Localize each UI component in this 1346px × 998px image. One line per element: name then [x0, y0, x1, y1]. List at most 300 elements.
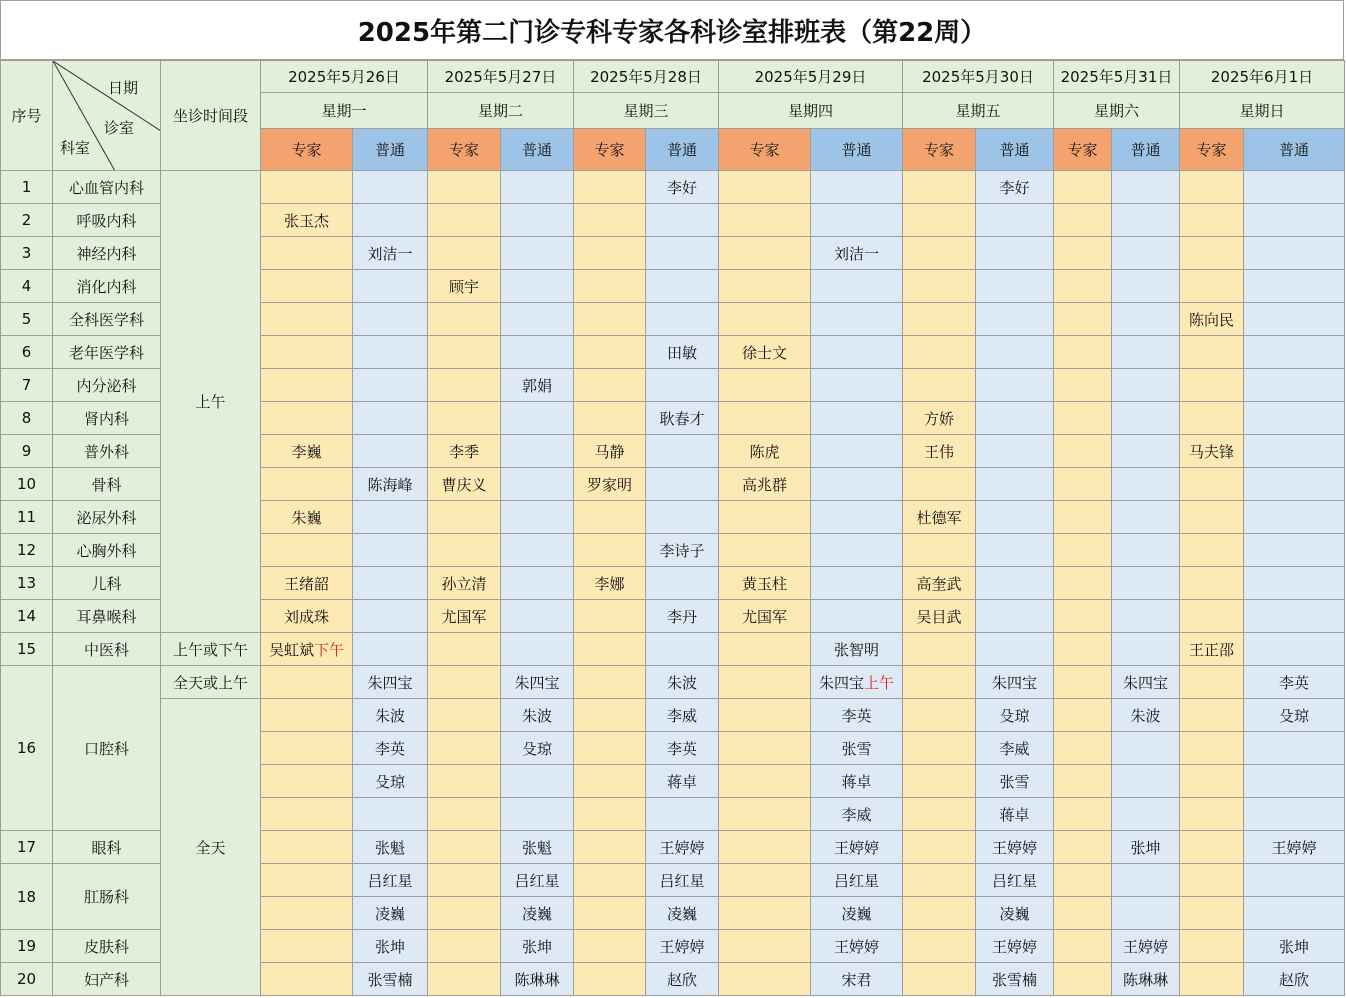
date-cell: 2025年6月1日	[1180, 61, 1345, 93]
expert-schedule-cell	[574, 699, 646, 732]
general-schedule-cell	[976, 336, 1054, 369]
general-schedule-cell: 凌巍	[353, 897, 428, 930]
general-schedule-cell	[976, 237, 1054, 270]
general-schedule-cell	[1244, 303, 1345, 336]
expert-schedule-cell: 高奎武	[903, 567, 976, 600]
general-schedule-cell: 凌巍	[976, 897, 1054, 930]
general-schedule-cell	[353, 402, 428, 435]
expert-schedule-cell	[1054, 864, 1112, 897]
general-schedule-cell	[1244, 237, 1345, 270]
time-note: 下午	[314, 640, 345, 659]
general-schedule-cell	[353, 171, 428, 204]
expert-schedule-cell	[1180, 402, 1244, 435]
expert-schedule-cell	[261, 171, 353, 204]
expert-schedule-cell	[1054, 237, 1112, 270]
general-schedule-cell	[1244, 732, 1345, 765]
general-schedule-cell	[1244, 270, 1345, 303]
department-name: 普外科	[53, 435, 161, 468]
department-name: 皮肤科	[53, 930, 161, 963]
general-schedule-cell: 李威	[976, 732, 1054, 765]
expert-schedule-cell	[574, 732, 646, 765]
general-column-header: 普通	[1112, 129, 1180, 171]
general-schedule-cell	[811, 369, 903, 402]
expert-schedule-cell: 方娇	[903, 402, 976, 435]
corner-dept-label: 科室	[60, 139, 91, 157]
expert-schedule-cell	[261, 897, 353, 930]
general-schedule-cell	[501, 435, 574, 468]
expert-schedule-cell	[1180, 963, 1244, 996]
general-schedule-cell: 刘洁一	[811, 237, 903, 270]
general-schedule-cell: 张魁	[353, 831, 428, 864]
expert-schedule-cell: 陈虎	[719, 435, 811, 468]
expert-schedule-cell	[428, 402, 501, 435]
general-schedule-cell	[1244, 336, 1345, 369]
expert-schedule-cell	[574, 171, 646, 204]
expert-schedule-cell: 朱巍	[261, 501, 353, 534]
expert-column-header: 专家	[574, 129, 646, 171]
expert-schedule-cell	[261, 699, 353, 732]
expert-schedule-cell	[1054, 600, 1112, 633]
general-schedule-cell	[501, 402, 574, 435]
general-schedule-cell: 张魁	[501, 831, 574, 864]
expert-schedule-cell	[574, 369, 646, 402]
row-seq: 20	[1, 963, 53, 996]
general-schedule-cell: 郭娟	[501, 369, 574, 402]
expert-schedule-cell	[903, 171, 976, 204]
general-schedule-cell: 王婷婷	[1112, 930, 1180, 963]
table-row	[1, 633, 1345, 666]
corner-room-label: 诊室	[104, 119, 135, 137]
general-schedule-cell	[501, 633, 574, 666]
general-schedule-cell	[353, 303, 428, 336]
general-schedule-cell: 王婷婷	[811, 930, 903, 963]
expert-column-header: 专家	[1054, 129, 1112, 171]
department-name: 神经内科	[53, 237, 161, 270]
department-name: 眼科	[53, 831, 161, 864]
general-schedule-cell	[1244, 798, 1345, 831]
general-schedule-cell	[976, 204, 1054, 237]
expert-schedule-cell	[1054, 567, 1112, 600]
schedule-title: 2025年第二门诊专科专家各科诊室排班表（第22周）	[0, 0, 1344, 60]
general-schedule-cell	[1112, 864, 1180, 897]
general-schedule-cell	[811, 501, 903, 534]
general-schedule-cell	[811, 435, 903, 468]
general-schedule-cell: 吕红星	[501, 864, 574, 897]
expert-schedule-cell	[1054, 798, 1112, 831]
expert-schedule-cell	[903, 633, 976, 666]
expert-schedule-cell	[903, 765, 976, 798]
row-seq: 15	[1, 633, 53, 666]
general-schedule-cell: 陈琳琳	[1112, 963, 1180, 996]
expert-schedule-cell	[261, 336, 353, 369]
expert-schedule-cell	[1054, 402, 1112, 435]
schedule-table	[0, 60, 1345, 996]
expert-schedule-cell	[1180, 930, 1244, 963]
general-schedule-cell	[1244, 633, 1345, 666]
department-name: 儿科	[53, 567, 161, 600]
general-schedule-cell: 朱四宝	[1112, 666, 1180, 699]
general-schedule-cell: 李英	[811, 699, 903, 732]
general-schedule-cell	[1244, 369, 1345, 402]
expert-schedule-cell	[1054, 369, 1112, 402]
general-schedule-cell	[1112, 270, 1180, 303]
row-seq: 14	[1, 600, 53, 633]
expert-schedule-cell	[719, 402, 811, 435]
row-seq: 1	[1, 171, 53, 204]
expert-schedule-cell	[261, 831, 353, 864]
general-schedule-cell	[1244, 435, 1345, 468]
period-label: 全天或上午	[161, 666, 261, 699]
expert-schedule-cell	[1180, 270, 1244, 303]
expert-schedule-cell	[428, 534, 501, 567]
period-label: 上午	[161, 171, 261, 633]
expert-schedule-cell	[261, 402, 353, 435]
expert-schedule-cell	[1054, 534, 1112, 567]
row-seq: 5	[1, 303, 53, 336]
row-seq: 8	[1, 402, 53, 435]
row-seq: 13	[1, 567, 53, 600]
general-schedule-cell	[1112, 798, 1180, 831]
general-schedule-cell: 张坤	[1112, 831, 1180, 864]
expert-schedule-cell: 顾宇	[428, 270, 501, 303]
expert-schedule-cell	[1054, 666, 1112, 699]
expert-schedule-cell: 曹庆义	[428, 468, 501, 501]
general-schedule-cell	[1244, 534, 1345, 567]
department-name: 口腔科	[53, 666, 161, 831]
expert-schedule-cell	[1180, 336, 1244, 369]
general-schedule-cell	[646, 369, 719, 402]
general-schedule-cell	[501, 303, 574, 336]
time-note: 上午	[864, 673, 895, 692]
general-schedule-cell: 朱四宝	[353, 666, 428, 699]
general-schedule-cell: 朱四宝	[501, 666, 574, 699]
period-label: 上午或下午	[161, 633, 261, 666]
general-schedule-cell	[353, 336, 428, 369]
expert-schedule-cell	[1054, 204, 1112, 237]
weekday-cell: 星期五	[903, 93, 1054, 129]
department-name: 消化内科	[53, 270, 161, 303]
general-schedule-cell	[353, 567, 428, 600]
general-schedule-cell	[1244, 171, 1345, 204]
expert-schedule-cell	[1054, 930, 1112, 963]
general-schedule-cell: 陈海峰	[353, 468, 428, 501]
general-schedule-cell	[353, 270, 428, 303]
general-schedule-cell: 殳琼	[976, 699, 1054, 732]
expert-schedule-cell	[261, 666, 353, 699]
general-schedule-cell	[976, 402, 1054, 435]
weekday-cell: 星期二	[428, 93, 574, 129]
general-schedule-cell	[976, 501, 1054, 534]
expert-schedule-cell	[1180, 600, 1244, 633]
expert-schedule-cell	[719, 798, 811, 831]
date-cell: 2025年5月30日	[903, 61, 1054, 93]
expert-schedule-cell	[574, 666, 646, 699]
expert-schedule-cell	[428, 765, 501, 798]
expert-schedule-cell	[719, 765, 811, 798]
general-schedule-cell	[353, 369, 428, 402]
general-schedule-cell	[1244, 501, 1345, 534]
expert-schedule-cell	[1180, 204, 1244, 237]
general-schedule-cell	[353, 534, 428, 567]
expert-schedule-cell	[574, 930, 646, 963]
general-schedule-cell: 吕红星	[976, 864, 1054, 897]
expert-schedule-cell	[574, 204, 646, 237]
general-schedule-cell	[1112, 468, 1180, 501]
general-schedule-cell	[1112, 732, 1180, 765]
general-schedule-cell: 朱四宝上午	[811, 666, 903, 699]
row-seq: 3	[1, 237, 53, 270]
general-schedule-cell: 吕红星	[811, 864, 903, 897]
expert-schedule-cell	[1180, 897, 1244, 930]
general-schedule-cell	[976, 633, 1054, 666]
general-schedule-cell: 张雪	[976, 765, 1054, 798]
expert-schedule-cell	[903, 864, 976, 897]
expert-schedule-cell	[1180, 732, 1244, 765]
expert-schedule-cell	[428, 369, 501, 402]
general-schedule-cell	[501, 336, 574, 369]
general-schedule-cell	[1112, 336, 1180, 369]
general-schedule-cell: 蒋卓	[646, 765, 719, 798]
expert-schedule-cell	[574, 864, 646, 897]
general-schedule-cell: 王婷婷	[646, 831, 719, 864]
general-schedule-cell	[501, 534, 574, 567]
general-column-header: 普通	[646, 129, 719, 171]
general-schedule-cell	[1112, 633, 1180, 666]
expert-schedule-cell	[719, 831, 811, 864]
general-schedule-cell: 张雪	[811, 732, 903, 765]
expert-schedule-cell	[719, 171, 811, 204]
expert-schedule-cell	[1054, 963, 1112, 996]
row-seq: 19	[1, 930, 53, 963]
expert-schedule-cell	[1054, 336, 1112, 369]
expert-schedule-cell	[261, 963, 353, 996]
expert-schedule-cell	[719, 204, 811, 237]
general-schedule-cell	[501, 237, 574, 270]
weekday-cell: 星期三	[574, 93, 719, 129]
expert-schedule-cell	[574, 501, 646, 534]
general-schedule-cell: 刘洁一	[353, 237, 428, 270]
expert-schedule-cell	[428, 699, 501, 732]
general-schedule-cell	[646, 237, 719, 270]
general-column-header: 普通	[1244, 129, 1345, 171]
general-schedule-cell	[353, 204, 428, 237]
general-schedule-cell: 蒋卓	[976, 798, 1054, 831]
general-schedule-cell	[811, 567, 903, 600]
expert-schedule-cell	[719, 897, 811, 930]
general-schedule-cell	[353, 600, 428, 633]
expert-schedule-cell	[428, 864, 501, 897]
general-schedule-cell: 赵欣	[1244, 963, 1345, 996]
expert-schedule-cell	[1180, 798, 1244, 831]
general-schedule-cell	[811, 270, 903, 303]
expert-schedule-cell	[1180, 534, 1244, 567]
row-seq: 12	[1, 534, 53, 567]
general-schedule-cell	[501, 501, 574, 534]
expert-schedule-cell	[574, 534, 646, 567]
expert-schedule-cell	[574, 237, 646, 270]
expert-schedule-cell	[903, 930, 976, 963]
corner-header	[53, 61, 161, 171]
expert-column-header: 专家	[903, 129, 976, 171]
weekday-cell: 星期日	[1180, 93, 1345, 129]
expert-schedule-cell	[903, 831, 976, 864]
general-schedule-cell	[646, 567, 719, 600]
date-cell: 2025年5月28日	[574, 61, 719, 93]
general-schedule-cell	[1244, 897, 1345, 930]
expert-schedule-cell	[428, 336, 501, 369]
expert-schedule-cell	[1054, 303, 1112, 336]
expert-schedule-cell	[261, 765, 353, 798]
corner-date-label: 日期	[108, 79, 139, 97]
general-schedule-cell: 李威	[811, 798, 903, 831]
general-schedule-cell: 殳琼	[353, 765, 428, 798]
general-schedule-cell: 张雪楠	[976, 963, 1054, 996]
expert-schedule-cell	[903, 963, 976, 996]
expert-schedule-cell	[719, 930, 811, 963]
general-schedule-cell	[811, 600, 903, 633]
expert-schedule-cell	[261, 534, 353, 567]
expert-schedule-cell	[1054, 732, 1112, 765]
general-schedule-cell	[976, 435, 1054, 468]
general-schedule-cell: 宋君	[811, 963, 903, 996]
general-schedule-cell	[353, 633, 428, 666]
general-schedule-cell: 田敏	[646, 336, 719, 369]
table-row	[1, 171, 1345, 204]
row-seq: 11	[1, 501, 53, 534]
department-name: 老年医学科	[53, 336, 161, 369]
expert-schedule-cell	[1180, 765, 1244, 798]
expert-column-header: 专家	[719, 129, 811, 171]
expert-schedule-cell: 李娜	[574, 567, 646, 600]
general-schedule-cell	[646, 798, 719, 831]
department-name: 中医科	[53, 633, 161, 666]
date-cell: 2025年5月29日	[719, 61, 903, 93]
expert-schedule-cell	[719, 303, 811, 336]
expert-schedule-cell	[261, 270, 353, 303]
expert-column-header: 专家	[428, 129, 501, 171]
expert-schedule-cell	[719, 732, 811, 765]
general-schedule-cell: 吕红星	[353, 864, 428, 897]
expert-schedule-cell	[719, 633, 811, 666]
expert-schedule-cell: 孙立清	[428, 567, 501, 600]
expert-schedule-cell	[903, 237, 976, 270]
expert-schedule-cell	[903, 270, 976, 303]
general-schedule-cell	[1112, 501, 1180, 534]
expert-schedule-cell	[261, 930, 353, 963]
general-column-header: 普通	[811, 129, 903, 171]
expert-schedule-cell	[574, 600, 646, 633]
general-schedule-cell	[501, 171, 574, 204]
expert-column-header: 专家	[261, 129, 353, 171]
general-schedule-cell: 凌巍	[646, 897, 719, 930]
general-schedule-cell: 朱四宝	[976, 666, 1054, 699]
general-schedule-cell	[1112, 435, 1180, 468]
general-schedule-cell: 殳琼	[1244, 699, 1345, 732]
general-schedule-cell	[1244, 567, 1345, 600]
general-schedule-cell: 张坤	[501, 930, 574, 963]
expert-schedule-cell	[1054, 897, 1112, 930]
general-schedule-cell	[976, 468, 1054, 501]
row-seq: 17	[1, 831, 53, 864]
expert-schedule-cell	[719, 864, 811, 897]
expert-schedule-cell	[903, 666, 976, 699]
row-seq: 7	[1, 369, 53, 402]
expert-schedule-cell	[1054, 831, 1112, 864]
general-schedule-cell: 陈琳琳	[501, 963, 574, 996]
expert-schedule-cell	[261, 864, 353, 897]
department-name: 心血管内科	[53, 171, 161, 204]
expert-schedule-cell	[1180, 666, 1244, 699]
general-schedule-cell	[811, 204, 903, 237]
expert-schedule-cell	[903, 303, 976, 336]
expert-schedule-cell: 张玉杰	[261, 204, 353, 237]
expert-schedule-cell	[574, 831, 646, 864]
expert-schedule-cell	[574, 633, 646, 666]
expert-schedule-cell	[1054, 699, 1112, 732]
expert-schedule-cell: 杜德军	[903, 501, 976, 534]
table-row	[1, 699, 1345, 732]
expert-schedule-cell: 马静	[574, 435, 646, 468]
general-schedule-cell	[1244, 468, 1345, 501]
general-schedule-cell	[1112, 897, 1180, 930]
expert-schedule-cell	[719, 237, 811, 270]
general-schedule-cell	[811, 171, 903, 204]
general-schedule-cell: 李好	[646, 171, 719, 204]
expert-schedule-cell	[574, 897, 646, 930]
general-schedule-cell	[976, 303, 1054, 336]
general-schedule-cell	[1112, 303, 1180, 336]
general-schedule-cell	[811, 402, 903, 435]
department-name: 肛肠科	[53, 864, 161, 930]
expert-schedule-cell: 王伟	[903, 435, 976, 468]
expert-schedule-cell	[903, 534, 976, 567]
general-schedule-cell: 张坤	[353, 930, 428, 963]
general-schedule-cell: 朱波	[1112, 699, 1180, 732]
expert-schedule-cell	[428, 237, 501, 270]
expert-schedule-cell	[428, 303, 501, 336]
expert-schedule-cell: 李巍	[261, 435, 353, 468]
expert-schedule-cell	[903, 468, 976, 501]
general-schedule-cell	[811, 468, 903, 501]
general-schedule-cell	[646, 468, 719, 501]
general-schedule-cell	[1112, 171, 1180, 204]
table-row	[1, 666, 1345, 699]
department-name: 全科医学科	[53, 303, 161, 336]
weekday-cell: 星期六	[1054, 93, 1180, 129]
general-schedule-cell	[976, 600, 1054, 633]
general-schedule-cell	[1112, 369, 1180, 402]
expert-schedule-cell	[428, 732, 501, 765]
general-schedule-cell	[1112, 204, 1180, 237]
expert-schedule-cell: 吴虹斌下午	[261, 633, 353, 666]
general-schedule-cell: 蒋卓	[811, 765, 903, 798]
general-schedule-cell	[1112, 402, 1180, 435]
department-name: 心胸外科	[53, 534, 161, 567]
general-schedule-cell	[976, 369, 1054, 402]
expert-schedule-cell	[1054, 501, 1112, 534]
expert-schedule-cell	[261, 798, 353, 831]
expert-schedule-cell	[428, 963, 501, 996]
expert-schedule-cell: 尤国军	[428, 600, 501, 633]
department-name: 妇产科	[53, 963, 161, 996]
general-schedule-cell: 李英	[646, 732, 719, 765]
general-schedule-cell	[811, 303, 903, 336]
seq-header: 序号	[1, 61, 53, 171]
expert-schedule-cell: 罗家明	[574, 468, 646, 501]
general-schedule-cell	[1244, 864, 1345, 897]
general-schedule-cell: 王婷婷	[976, 930, 1054, 963]
expert-schedule-cell	[1180, 864, 1244, 897]
